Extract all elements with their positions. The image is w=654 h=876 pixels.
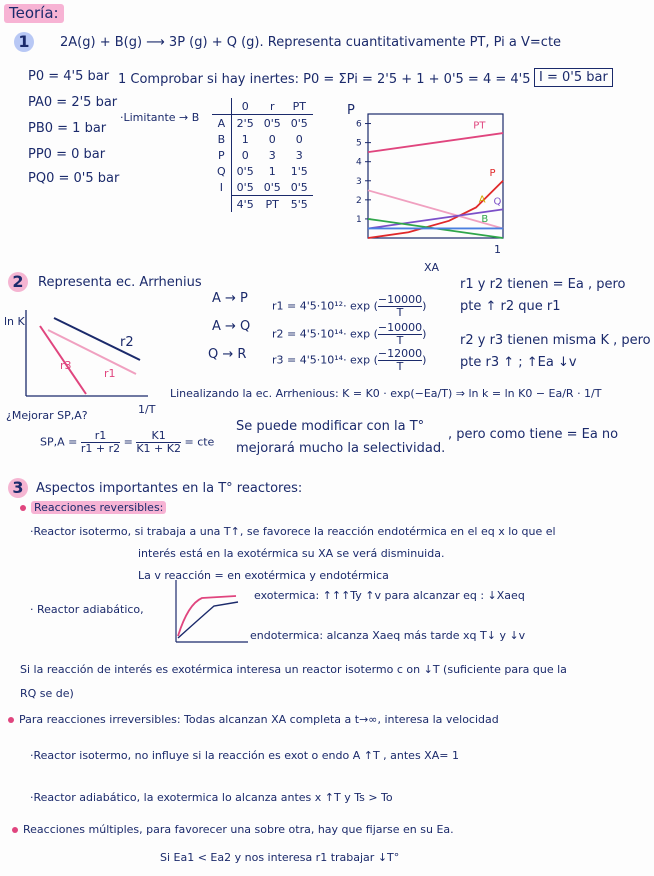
exotermica-note: exotermica: ↑↑↑Ty ↑v para alcanzar eq : ↓Xaeq xyxy=(254,589,525,602)
table-cell: 3 xyxy=(295,148,303,162)
irr-adiabatico: ·Reactor adiabático, la exotermica lo alcanza antes x ↑T y Ts > To xyxy=(30,791,393,804)
inert-check: 1 Comprobar si hay inertes: P0 = ΣPi = 2'5 + 1 + 0'5 = 4 = 4'5 xyxy=(118,72,531,87)
conclusion-line-1: Si la reacción de interés es exotérmica interesa un reactor isotermo c on ↓T (suficiente para que la xyxy=(20,663,567,676)
section-number-3: 3 xyxy=(8,478,28,498)
table-cell: P xyxy=(218,148,225,162)
multiples-heading: Reacciones múltiples, para favorecer una sobre otra, hay que fijarse en su Ea. xyxy=(12,824,454,835)
mejorar-question: ¿Mejorar SP,A? xyxy=(6,409,88,422)
table-total-row xyxy=(212,196,313,213)
table-cell: A xyxy=(217,116,226,130)
chart1-xtick-end: 1 xyxy=(494,243,501,256)
note-2: pte ↑ r2 que r1 xyxy=(460,299,561,314)
table-cell: 2'5 xyxy=(231,115,259,132)
table-header xyxy=(212,98,231,115)
irreversibles-heading: Para reacciones irreversibles: Todas alcanzan XA completa a t→∞, interesa la velocidad xyxy=(8,714,499,725)
table-cell: B xyxy=(217,132,226,146)
table-cell: I xyxy=(219,180,223,194)
table-cell: 0'5 xyxy=(290,116,308,130)
isotermo-line-1: ·Reactor isotermo, si trabaja a una T↑, se favorece la reacción endotérmica en el eq x lo que el xyxy=(30,525,556,538)
series-label-pt: PT xyxy=(473,120,486,132)
pressure-pq0: PQ0 = 0'5 bar xyxy=(28,171,120,186)
species-table xyxy=(212,98,313,212)
table-cell: 0'5 xyxy=(290,180,308,194)
inert-result-box: I = 0'5 bar xyxy=(534,68,613,87)
table-cell: PT xyxy=(259,196,286,213)
table-row xyxy=(212,115,313,132)
table-row xyxy=(212,179,313,196)
chart1-ytick-label: 4 xyxy=(356,157,362,168)
adiabatic-sketch xyxy=(172,580,248,646)
series-label-a: A xyxy=(478,194,486,206)
table-cell: 4'5 xyxy=(231,196,259,213)
table-cell: 0 xyxy=(231,147,259,163)
table-cell: 0'5 xyxy=(263,180,281,194)
table-header-row xyxy=(212,98,313,115)
section-number-1: 1 xyxy=(14,32,34,52)
endotermica-curve xyxy=(178,602,238,638)
table-cell: 1 xyxy=(268,164,276,178)
rate-eq-3: r3 = 4'5·10¹⁴· exp ( $\frac{-12000}{T}$ ) xyxy=(272,347,427,374)
table-cell: 0 xyxy=(268,132,276,146)
arrhenius-ylabel: ln K xyxy=(4,315,25,328)
table-cell: Q xyxy=(217,164,226,178)
table-header: 0 xyxy=(231,98,259,115)
rate-eq-1: r1 = 4'5·10¹²· exp ( $\frac{-10000}{T}$ ) xyxy=(272,293,427,320)
limitante-note: ·Limitante → B xyxy=(120,111,200,124)
arrhenius-chart xyxy=(20,310,150,406)
pressure-p0: P0 = 4'5 bar xyxy=(28,69,110,84)
isotermo-line-3: La v reacción = en exotérmica y endotérmica xyxy=(138,569,389,582)
last-line: Si Ea1 < Ea2 y nos interesa r1 trabajar ↓T° xyxy=(160,851,400,864)
chart1-ytick-label: 5 xyxy=(356,138,362,149)
series-label-p: P xyxy=(489,168,496,179)
arrhenius-xlabel: 1/T xyxy=(138,403,156,416)
chart1-ytick-label: 1 xyxy=(356,214,362,225)
label-r2: r2 xyxy=(120,335,134,350)
series-label-q: Q xyxy=(493,196,502,208)
chart1-ylabel: P xyxy=(347,103,355,118)
adiabatico-label: · Reactor adiabático, xyxy=(30,603,144,616)
selectivity-eq: SP,A = $\frac{r1}{r1 + r2}$ = $\frac{K1}{K1 + K2}$ = cte xyxy=(40,429,215,456)
reaction-q-r: Q → R xyxy=(208,347,247,362)
table-cell: 5'5 xyxy=(286,196,313,213)
pressure-chart xyxy=(356,110,505,242)
pressure-pa0: PA0 = 2'5 bar xyxy=(28,95,118,110)
table-cell: 1 xyxy=(231,131,259,147)
table-cell: 0'5 xyxy=(263,116,281,130)
note-3: r2 y r3 tienen misma K , pero xyxy=(460,333,651,348)
note-4: pte r3 ↑ ; ↑Ea ↓v xyxy=(460,355,577,370)
page-title: Teoría: xyxy=(4,4,64,23)
label-r3: r3 xyxy=(60,359,72,372)
note-1: r1 y r2 tienen = Ea , pero xyxy=(460,277,626,292)
chart1-ytick-label: 3 xyxy=(356,176,362,187)
reaction-a-p: A → P xyxy=(212,291,248,306)
chart1-xlabel: XA xyxy=(424,261,440,274)
pressure-pp0: PP0 = 0 bar xyxy=(28,147,106,162)
section-number-2: 2 xyxy=(8,272,28,292)
modify-note-1: Se puede modificar con la T° xyxy=(236,419,425,434)
chart1-ytick-label: 6 xyxy=(356,119,362,130)
table-cell xyxy=(212,196,231,213)
table-cell: 3 xyxy=(268,148,276,162)
table-cell: 1'5 xyxy=(290,164,308,178)
series-line-pt xyxy=(368,133,503,152)
linearize-eq: Linealizando la ec. Arrhenious: K = K0 · exp(−Ea/T) ⇒ ln k = ln K0 − Ea/R · 1/T xyxy=(170,387,602,400)
table-row xyxy=(212,163,313,179)
reversibles-heading: Reacciones reversibles: xyxy=(20,502,166,513)
table-cell: 0 xyxy=(295,132,303,146)
modify-note-1b: , pero como tiene = Ea no xyxy=(448,427,619,442)
table-cell: 0'5 xyxy=(231,179,259,196)
label-r1: r1 xyxy=(104,367,116,380)
section2-title: Representa ec. Arrhenius xyxy=(38,275,202,290)
section3-title: Aspectos importantes en la T° reactores: xyxy=(36,481,303,496)
table-cell: 0'5 xyxy=(231,163,259,179)
chart1-ytick-label: 2 xyxy=(356,195,362,206)
reaction-statement: 2A(g) + B(g) ⟶ 3P (g) + Q (g). Representa cuantitativamente PT, Pi a V=cte xyxy=(60,35,562,50)
table-row xyxy=(212,131,313,147)
isotermo-line-2: interés está en la exotérmica su XA se verá disminuida. xyxy=(138,547,445,560)
irr-isotermo: ·Reactor isotermo, no influye si la reacción es exot o endo A ↑T , antes XA= 1 xyxy=(30,749,459,762)
rate-eq-2: r2 = 4'5·10¹⁴· exp ( $\frac{-10000}{T}$ ) xyxy=(272,321,427,348)
series-label-b: B xyxy=(481,213,489,225)
pressure-pb0: PB0 = 1 bar xyxy=(28,121,107,136)
table-header: r xyxy=(269,99,275,113)
endotermica-note: endotermica: alcanza Xaeq más tarde xq T↓ y ↓v xyxy=(250,629,526,642)
modify-note-2: mejorará mucho la selectividad. xyxy=(236,441,446,456)
reaction-a-q: A → Q xyxy=(212,319,251,334)
table-row xyxy=(212,147,313,163)
table-header: PT xyxy=(292,99,306,113)
conclusion-line-2: RQ se de) xyxy=(20,687,74,700)
